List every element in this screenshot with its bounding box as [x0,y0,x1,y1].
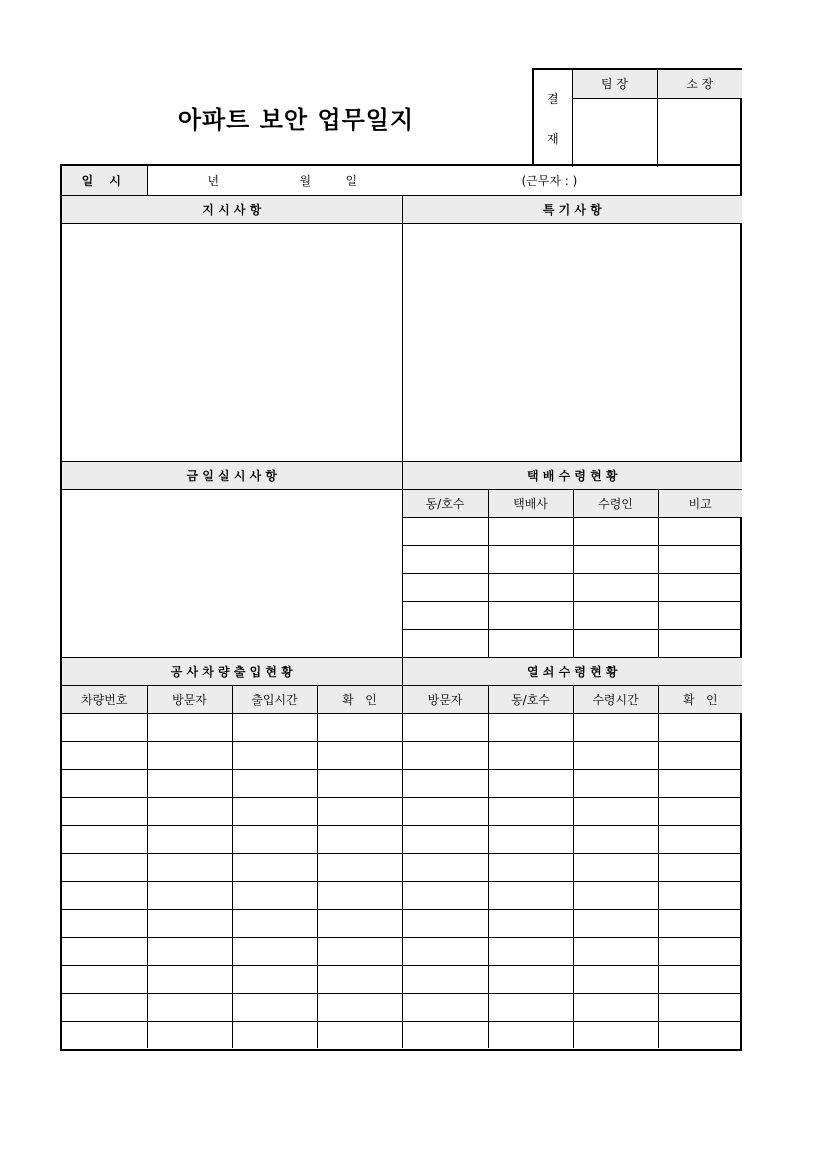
section-parcel-header: 택 배 수 령 현 황 [402,461,742,489]
date-field[interactable] [147,166,742,195]
log-cell[interactable] [658,1021,742,1048]
instructions-area[interactable] [62,223,402,461]
log-cell[interactable] [573,741,658,769]
log-cell[interactable] [317,1021,402,1048]
log-row [62,797,742,825]
vehicle-col-time: 출입시간 [232,685,317,713]
log-cell[interactable] [317,741,402,769]
log-row [62,881,742,909]
parcel-col-note: 비고 [658,489,742,517]
log-cell[interactable] [232,713,317,741]
log-cell[interactable] [232,965,317,993]
approval-label-top: 결 [546,91,559,106]
log-cell[interactable] [62,825,147,853]
keys-col-time: 수령시간 [573,685,658,713]
date-year: 년 [207,173,220,188]
log-cell[interactable] [232,769,317,797]
parcel-cell[interactable] [402,573,488,601]
log-cell[interactable] [488,1021,573,1048]
log-cell[interactable] [573,993,658,1021]
parcel-cell[interactable] [402,545,488,573]
parcel-cell[interactable] [402,601,488,629]
log-cell[interactable] [147,965,232,993]
parcel-col-unit: 동/호수 [402,489,488,517]
log-cell[interactable] [232,1021,317,1048]
log-cell[interactable] [658,993,742,1021]
today-tasks-area[interactable] [62,489,402,657]
log-cell[interactable] [232,825,317,853]
keys-col-unit: 동/호수 [488,685,573,713]
log-cell[interactable] [658,797,742,825]
date-day: 일 [345,173,358,188]
log-cell[interactable] [658,937,742,965]
log-cell[interactable] [658,713,742,741]
log-cell[interactable] [488,825,573,853]
log-cell[interactable] [573,797,658,825]
log-cell[interactable] [232,797,317,825]
log-cell[interactable] [62,741,147,769]
log-cell[interactable] [147,881,232,909]
parcel-cell[interactable] [488,517,573,545]
date-label: 일 시 [62,166,147,195]
log-cell[interactable] [402,741,488,769]
log-cell[interactable] [658,965,742,993]
log-cell[interactable] [147,741,232,769]
log-cell[interactable] [488,797,573,825]
parcel-cell[interactable] [402,517,488,545]
log-cell[interactable] [573,713,658,741]
log-cell[interactable] [402,1021,488,1048]
log-row [62,713,742,741]
log-cell[interactable] [402,909,488,937]
log-cell[interactable] [402,965,488,993]
log-cell[interactable] [573,881,658,909]
log-cell[interactable] [402,993,488,1021]
log-cell[interactable] [658,825,742,853]
log-cell[interactable] [488,993,573,1021]
log-cell[interactable] [62,1021,147,1048]
parcel-cell[interactable] [658,545,742,573]
section-today-tasks-header: 금 일 실 시 사 항 [62,461,402,489]
vehicle-col-confirm: 확 인 [317,685,402,713]
log-cell[interactable] [317,881,402,909]
log-cell[interactable] [573,909,658,937]
log-cell[interactable] [488,769,573,797]
parcel-col-courier: 택배사 [488,489,573,517]
parcel-cell[interactable] [573,517,658,545]
approval-role-manager: 소 장 [657,70,742,98]
approval-role-team-leader: 팀 장 [572,70,657,98]
parcel-col-recipient: 수령인 [573,489,658,517]
document-title: 아파트 보안 업무일지 [177,106,415,134]
log-cell[interactable] [658,741,742,769]
log-cell[interactable] [488,713,573,741]
log-cell[interactable] [147,853,232,881]
log-row [62,1021,742,1048]
keys-col-confirm: 확 인 [658,685,742,713]
log-cell[interactable] [488,741,573,769]
log-cell[interactable] [232,937,317,965]
log-cell[interactable] [317,965,402,993]
log-cell[interactable] [62,937,147,965]
parcel-cell[interactable] [573,573,658,601]
log-cell[interactable] [658,881,742,909]
section-vehicle-header: 공 사 차 량 출 입 현 황 [62,657,402,685]
log-cell[interactable] [402,937,488,965]
parcel-cell[interactable] [488,573,573,601]
log-cell[interactable] [147,937,232,965]
log-cell[interactable] [147,909,232,937]
log-row [62,853,742,881]
log-cell[interactable] [232,909,317,937]
parcel-cell[interactable] [488,545,573,573]
log-cell[interactable] [62,909,147,937]
log-row [62,965,742,993]
special-notes-area[interactable] [402,223,742,461]
log-row [62,769,742,797]
log-cell[interactable] [488,909,573,937]
vehicle-col-visitor: 방문자 [147,685,232,713]
log-cell[interactable] [147,797,232,825]
log-cell[interactable] [147,1021,232,1048]
vehicle-col-plate: 차량번호 [62,685,147,713]
date-month: 월 [299,173,312,188]
parcel-cell[interactable] [573,545,658,573]
log-cell[interactable] [402,853,488,881]
log-cell[interactable] [573,853,658,881]
keys-col-visitor: 방문자 [402,685,488,713]
log-cell[interactable] [62,993,147,1021]
log-cell[interactable] [488,853,573,881]
approval-label-bottom: 재 [546,131,559,146]
log-cell[interactable] [658,769,742,797]
log-cell[interactable] [317,853,402,881]
log-cell[interactable] [62,713,147,741]
approval-box [532,68,742,165]
form-body [60,164,742,1051]
approval-sign-team-leader[interactable] [572,98,657,167]
log-cell[interactable] [147,713,232,741]
log-cell[interactable] [147,993,232,1021]
log-cell[interactable] [232,853,317,881]
log-cell[interactable] [147,769,232,797]
log-cell[interactable] [62,965,147,993]
section-keys-header: 열 쇠 수 령 현 황 [402,657,742,685]
log-cell[interactable] [573,1021,658,1048]
parcel-cell[interactable] [658,601,742,629]
log-cell[interactable] [402,769,488,797]
section-instructions-header: 지 시 사 항 [62,195,402,223]
parcel-cell[interactable] [658,517,742,545]
log-cell[interactable] [317,797,402,825]
parcel-cell[interactable] [573,629,658,657]
log-cell[interactable] [573,937,658,965]
approval-label [534,70,572,167]
section-special-notes-header: 특 기 사 항 [402,195,742,223]
log-cell[interactable] [402,881,488,909]
parcel-cell[interactable] [488,601,573,629]
log-row [62,825,742,853]
parcel-cell[interactable] [488,629,573,657]
log-cell[interactable] [317,825,402,853]
parcel-cell[interactable] [658,573,742,601]
log-cell[interactable] [62,881,147,909]
log-row [62,741,742,769]
log-cell[interactable] [232,741,317,769]
worker-field: (근무자 : ) [521,173,578,188]
log-cell[interactable] [62,769,147,797]
approval-sign-manager[interactable] [657,98,742,167]
log-row [62,937,742,965]
log-row [62,993,742,1021]
log-cell[interactable] [573,965,658,993]
log-cell[interactable] [402,713,488,741]
log-row [62,909,742,937]
log-cell[interactable] [317,937,402,965]
parcel-cell[interactable] [402,629,488,657]
log-cell[interactable] [62,797,147,825]
log-cell[interactable] [317,769,402,797]
parcel-cell[interactable] [573,601,658,629]
log-cell[interactable] [402,825,488,853]
log-cell[interactable] [232,993,317,1021]
parcel-cell[interactable] [658,629,742,657]
log-cell[interactable] [317,713,402,741]
log-cell[interactable] [488,881,573,909]
log-cell[interactable] [658,853,742,881]
log-cell[interactable] [488,965,573,993]
log-cell[interactable] [402,797,488,825]
log-cell[interactable] [62,853,147,881]
log-cell[interactable] [232,881,317,909]
log-cell[interactable] [573,825,658,853]
log-cell[interactable] [573,769,658,797]
log-cell[interactable] [488,937,573,965]
log-cell[interactable] [317,993,402,1021]
log-cell[interactable] [658,909,742,937]
log-cell[interactable] [147,825,232,853]
log-cell[interactable] [317,909,402,937]
